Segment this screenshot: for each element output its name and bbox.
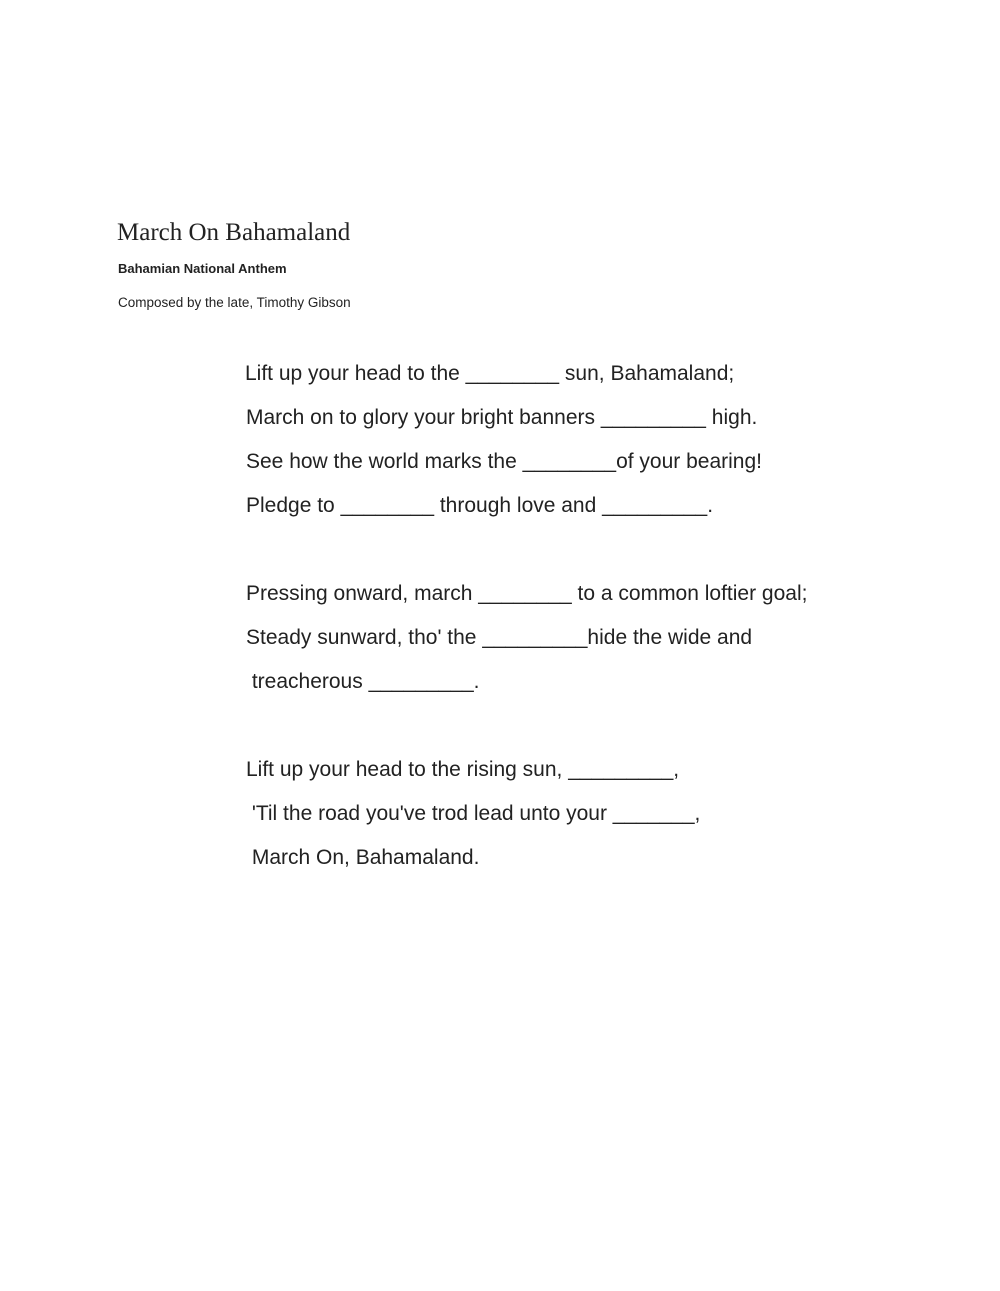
lyric-line: See how the world marks the ________of your bearing! — [246, 450, 762, 473]
lyric-line: Steady sunward, tho' the _________hide the wide and — [246, 626, 753, 649]
page-subtitle: Bahamian National Anthem — [118, 261, 287, 276]
lyric-line: Pressing onward, march ________ to a common loftier goal; — [246, 582, 808, 605]
lyric-line: Lift up your head to the ________ sun, Bahamaland; — [245, 362, 735, 385]
lyric-line: March On, Bahamaland. — [246, 846, 480, 869]
lyric-line: March on to glory your bright banners _________ high. — [246, 406, 758, 429]
lyric-line: treacherous _________. — [246, 670, 480, 693]
lyric-line: 'Til the road you've trod lead unto your _______, — [246, 802, 701, 825]
lyric-line: Lift up your head to the rising sun, _________, — [246, 758, 680, 781]
composer-credit: Composed by the late, Timothy Gibson — [118, 295, 351, 310]
lyric-line: Pledge to ________ through love and _________. — [246, 494, 714, 517]
page-title: March On Bahamaland — [117, 219, 351, 246]
